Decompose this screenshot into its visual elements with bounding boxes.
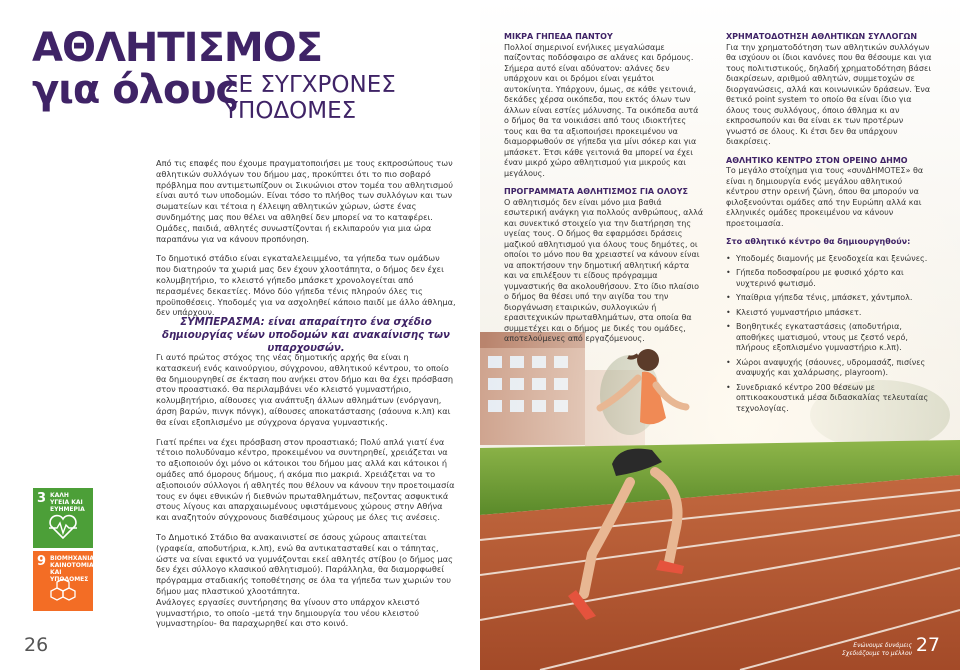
section-text-small-fields: Πολλοί σημερινοί ενήλικες μεγαλώσαμε παίζοντας ποδόσφαιρο σε αλάνες και δρόμους. Σήμερα αυτό είναι αδύνατον: αλάνες δεν υπάρχουν και οι δρόμοι είναι γεμάτοι αυτοκίνητα. Υπάρχουν, όμως, σε κάθε γειτονιά, δεκάδες χέρσα οικόπεδα, που εκτός όλων των άλλων είναι εστίες μόλυνσης. Τα οικόπεδα αυτά ο δήμος θα τα νοικιάσει από τους ιδιοκτήτες τους και θα τα αξιοποιήσει προκειμένου να διαμορφωθούν σε γήπεδα για μίνι σόκερ και για μπάσκετ. Έτσι κάθε γειτονιά θα μπορεί να έχει έναν μικρό χώρο αθλητισμού για μικρούς και μεγάλους. [504,42,699,178]
list-item: • Συνεδριακό κέντρο 200 θέσεων με οπτικοακουστικά μέσα διδασκαλίας τελευταίας τεχνολογίας. [726,383,936,415]
list-item: • Γήπεδα ποδοσφαίρου με φυσικό χόρτο και νυχτερινό φωτισμό. [726,268,936,289]
paragraph-2: Το δημοτικό στάδιο είναι εγκαταλελειμμένο, τα γήπεδα των ομάδων που διατηρούν τα χωριά μας δεν έχουν χλοοτάπητα, ο δήμος δεν έχει κολυμβητήριο, το κλειστό γήπεδο μπάσκετ χρονολογείται από περασμένες δεκαετίες. Μόνο δύο γήπεδα τένις πληρούν όλες τις προϋποθέσεις. Υποδομές για να ασχοληθεί κάποιο παιδί με άλλο άθλημα, δεν υπάρχουν. [156,253,456,318]
list-item: • Υποδομές διαμονής με ξενοδοχεία και ξενώνες. [726,254,936,265]
main-text-block [156,352,456,638]
section-heading-funding: ΧΡΗΜΑΤΟΔΟΤΗΣΗ ΑΘΛΗΤΙΚΩΝ ΣΥΛΛΟΓΩΝ [726,32,918,41]
cubes-icon [47,577,79,603]
section-heading-programs: ΠΡΟΓΡΑΜΜΑΤΑ ΑΘΛΗΤΙΣΜΟΣ ΓΙΑ ΟΛΟΥΣ [504,187,688,196]
sdg9-number: 9 [37,554,47,569]
right-column-2 [726,32,936,418]
headline-line1: ΑΘΛΗΤΙΣΜΟΣ [32,25,323,71]
sdg3-label: ΚΑΛΗ ΥΓΕΙΑ ΚΑΙ ΕΥΗΜΕΡΙΑ [50,492,85,513]
paragraph-5: Το Δημοτικό Στάδιο θα ανακαινιστεί σε όσους χώρους απαιτείται (γραφεία, αποδυτήρια, κ.λπ), ενώ θα αντικατασταθεί και ο τάπητας, ώστε να είναι εφικτό να γυμνάζονται εκεί αθλητές στίβου (ο δήμος μας δεν έχει σύλλογο κλασικού αθλητισμού). Παράλληλα, θα διαμορφωθεί πρόγραμμα σταδιακής τοποθέτησης σε όλα τα γήπεδα των χωριών του δήμου μας πλαστικού χλοοτάπητα. [156,531,453,596]
slogan-footer [842,642,912,658]
headline-line3b: ΥΠΟΔΟΜΕΣ [224,98,357,124]
sdg3-badge [33,488,93,548]
right-page [480,0,960,670]
facilities-list-title: Στο αθλητικό κέντρο θα δημιουργηθούν: [726,237,911,246]
right-column-1 [504,32,704,353]
paragraph-6: Ανάλογες εργασίες συντήρησης θα γίνουν στο υπάρχον κλειστό γυμναστήριο, το οποίο -μετά την δημιουργία του νέου κλειστού γυμναστηρίου- θα παραχωρηθεί και στο κοινό. [156,596,420,629]
slogan-line2: Σχεδιάζουμε το μέλλον [842,650,912,657]
sdg3-number: 3 [37,491,47,506]
page-number-left: 26 [24,634,49,656]
sdg9-label: ΒΙΟΜΗΧΑΝΙΑ, ΚΑΙΝΟΤΟΜΙΑ ΚΑΙ ΥΠΟΔΟΜΕΣ [50,555,97,583]
intro-text-block [156,158,456,327]
facilities-list [726,254,936,415]
paragraph-4: Γιατί πρέπει να έχει πρόσβαση στον προαστιακό; Πολύ απλά γιατί ένα τέτοιο πολυδύναμο κέντρο, προκειμένου να συντηρηθεί, χρειάζεται να το αξιοποιούν όχι μόνο οι κάτοικοι του δήμου μας αλλά και κάτοικοι ή ομάδες από όμορους δήμους, ή ακόμα πιο μακριά. Χρειάζεται να το αξιοποιούν σύλλογοι ή αθλητές που θέλουν να κάνουν την προετοιμασία τους εν όψει εθνικών ή διεθνών πρωταθλημάτων, πεζοντας ασφυκτικά στους λίγους και απαρχαιωμένους υφιστάμενους χώρους στην Αθήνα και αναζητούν σύγχρονους διαθέσιμους χώρους με όλες τις ανέσεις. [156,436,455,523]
slogan-line1: Ενώνουμε δυνάμεις [853,642,912,649]
headline-line3a: ΣΕ ΣΥΓΧΡΟΝΕΣ [224,72,396,98]
section-heading-mountain-center: ΑΘΛΗΤΙΚΟ ΚΕΝΤΡΟ ΣΤΟΝ ΟΡΕΙΝΟ ΔΗΜΟ [726,155,908,165]
section-text-programs: Ο αθλητισμός δεν είναι μόνο μια βαθιά εσωτερική ανάγκη για πολλούς ανθρώπους, αλλά και συνεκτικό στοιχείο για την διατήρηση της υγείας τους. Ο δήμος θα εφαρμόσει δράσεις μαζικού αθλητισμού για όλους τους δημότες, οι οποίοι το μόνο που θα χρειαστεί να κάνουν είναι να αποκτήσουν την δημοτική αθλητική κάρτα και να επιλέξουν τι είδους πρόγραμμα γυμναστικής θα ακολουθήσουν. Στο ίδιο πλαίσιο ο δήμος θα θέσει υπό την αιγίδα του την διοργάνωση εταιρικών, συλλογικών ή ερασιτεχνικών πρωταθλημάτων, στα οποία θα συμμετέχει και ο δήμος με δικές του ομάδες, αποτελούμενες από εργαζόμενους. [504,197,704,343]
heartbeat-icon [47,514,79,540]
list-item: • Κλειστό γυμναστήριο μπάσκετ. [726,308,936,319]
section-text-mountain-center: Το μεγάλο στοίχημα για τους «συνΔΗΜΟΤΕΣ» θα είναι η δημιουργία ενός μεγάλου αθλητικού κέντρου στην ορεινή ζώνη, όπου θα μπορούν να φιλοξενούνται ομάδες από την Ευρώπη αλλά και ελληνικές ομάδες προκειμένου να κάνουν προετοιμασία. [726,166,924,228]
headline-line2: για όλους [32,67,239,113]
list-item: • Χώροι αναψυχής (σάουνες, υδρομασάζ, πισίνες αναψυχής και χαλάρωσης, playroom). [726,358,936,379]
paragraph-1: Από τις επαφές που έχουμε πραγματοποιήσει με τους εκπροσώπους των αθλητικών συλλόγων του δήμου μας, προκύπτει ότι το πιο σοβαρό πρόβλημα που αντιμετωπίζουν οι Σικυώνιοι στον τομέα του αθλητισμού είναι αυτό των υποδομών. Είναι τόσο το πλήθος των συλλόγων και των σωματείων και τέτοια η έλλειψη αθλητικών χώρων, ώστε ένας συνδημότης μας που θέλει να αθληθεί δεν μπορεί να το καταφέρει. Ομάδες, παιδιά, αθλητές συνωστίζονται ή εκλιπαρούν για μια ώρα παραπάνω για να κάνουν προπόνηση. [156,158,453,244]
section-heading-small-fields: ΜΙΚΡΑ ΓΗΠΕΔΑ ΠΑΝΤΟΥ [504,32,613,41]
page-number-right: 27 [915,634,940,656]
section-text-funding: Για την χρηματοδότηση των αθλητικών συλλόγων θα ισχύουν οι ίδιοι κανόνες που θα θέσουμε και για τους πολιτιστικούς, δηλαδή χρηματοδότηση βάσει διακρίσεων, αριθμού αθλητών, συμμετοχών σε διοργανώσεις, αλλά και κοινωνικών δράσεων. Ένα θετικό point system το οποίο θα είναι ίδιο για όλους τους συλλόγους, όποιο άθλημα κι αν εκπροσωπούν και θα είναι εκ των προτέρων γνωστό σε όλους. Κι έτσι δεν θα υπάρχουν διακρίσεις. [726,42,932,146]
list-item: • Υπαίθρια γήπεδα τένις, μπάσκετ, χάντμπολ. [726,293,936,304]
sdg9-badge [33,551,97,611]
paragraph-3: Γι αυτό πρώτος στόχος της νέας δημοτικής αρχής θα είναι η κατασκευή ενός καινούργιου, σύγχρονου, αθλητικού κέντρου, το οποίο θα δημιουργηθεί σε έκταση που ανήκει στον δήμο και θα έχει πρόσβαση στον προαστιακό. Θα περιλαμβάνει νέο κλειστό γυμναστήριο, κολυμβητήριο, αίθουσες για ανάπτυξη άλλων αθλημάτων (ενόργανη, άρση βαρών, πινγκ πόνγκ), αίθουσες αποκατάστασης (σάουνα κ.λπ) και θα είναι εξοπλισμένο με σύγχρονα όργανα γυμναστικής. [156,352,454,427]
conclusion-callout: ΣΥΜΠΕΡΑΣΜΑ: είναι απαραίτητο ένα σχέδιο δημιουργίας νέων υποδομών και ανακαίνισης των υπαρχουσών. [162,317,450,354]
list-item: • Βοηθητικές εγκαταστάσεις (αποδυτήρια, αποθήκες ιματισμού, ντους με ζεστό νερό, πλήρους εξοπλισμένο γυμναστήριο κ.λπ). [726,322,936,354]
